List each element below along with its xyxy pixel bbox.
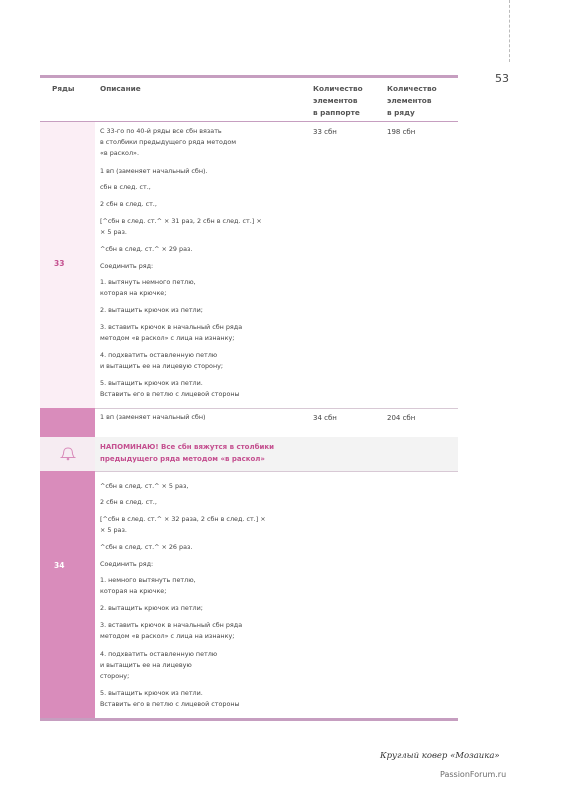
reminder-text: НАПОМИНАЮ! Все сбн вяжутся в столбики предыдущего ряда методом «в раскол» [100,443,275,463]
row-33-label-cell [40,122,95,408]
header-repeat-count: Количество элементов в раппорте [313,84,363,117]
header-description: Описание [100,84,141,93]
row-33-total: 198 сбн [387,128,416,136]
table-top-bar [40,75,458,78]
row-extra-repeat: 34 сбн [313,414,337,422]
row-separator [95,471,458,472]
watermark: PassionForum.ru [440,770,507,779]
table-bottom-bar [40,718,458,721]
row-extra-total: 204 сбн [387,414,416,422]
margin-dash-line [509,0,510,62]
footer-title: Круглый ковер «Мозаика» [380,751,500,761]
row-34-label-cell [40,471,95,718]
bell-icon [60,447,76,461]
row-extra-label-cell [40,408,95,437]
header-rows: Ряды [52,84,75,93]
row-separator [95,408,458,409]
row-33-repeat: 33 сбн [313,128,337,136]
row-33-number: 33 [54,259,65,268]
reminder-icon-cell [40,437,95,471]
header-separator [40,121,458,122]
header-row-count: Количество элементов в ряду [387,84,437,117]
page-number: 53 [495,72,509,85]
row-34-number: 34 [54,561,65,570]
